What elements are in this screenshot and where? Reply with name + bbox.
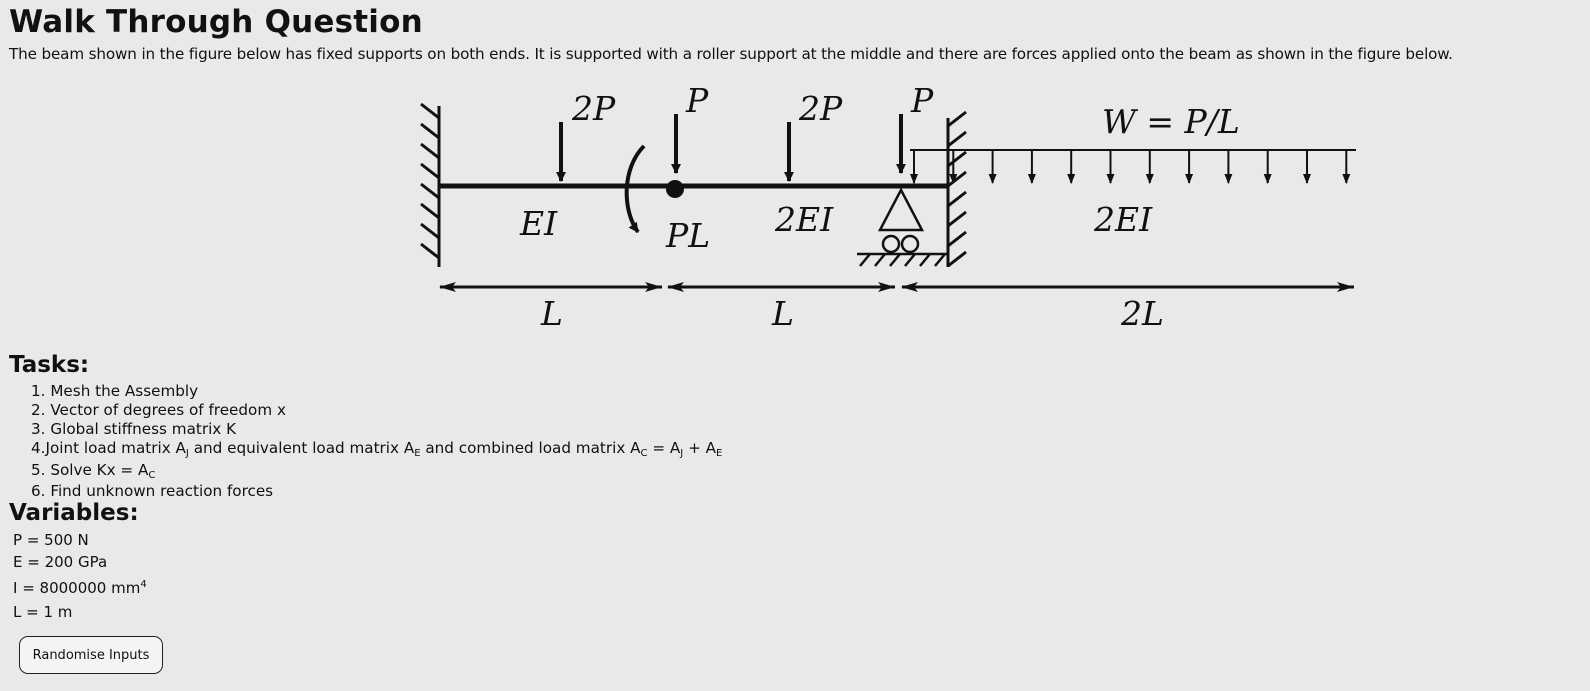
length-label-3: 2L — [1121, 294, 1164, 333]
randomise-inputs-button[interactable]: Randomise Inputs — [19, 636, 163, 674]
list-item — [31, 438, 722, 458]
subscript: J — [185, 448, 189, 460]
beam-figure — [410, 80, 1240, 340]
task-number: 2. — [31, 400, 46, 419]
task-text: Joint load matrix A — [45, 439, 186, 458]
force-label-p-right: P — [911, 81, 934, 120]
task-text: Vector of degrees of freedom x — [50, 400, 286, 419]
task-text: + A — [683, 439, 717, 458]
stiffness-label-1: EI — [520, 204, 558, 243]
task-number: 4. — [31, 439, 46, 458]
subscript: E — [414, 448, 421, 460]
task-list — [31, 382, 722, 501]
variables-heading: Variables: — [9, 500, 139, 526]
task-text: = A — [647, 439, 681, 458]
distributed-load-label: W = P/L — [1102, 102, 1240, 141]
problem-description: The beam shown in the figure below has fixed supports on both ends. It is supported with a roller support at the middle and there are forces applied onto the beam as shown in the figure below. — [9, 45, 1453, 63]
list-item — [31, 382, 722, 401]
moment-arrow — [627, 146, 644, 232]
task-number: 3. — [31, 419, 46, 438]
task-number: 6. — [31, 482, 46, 501]
list-item — [31, 482, 722, 501]
task-text: and combined load matrix A — [420, 439, 641, 458]
task-text: Mesh the Assembly — [50, 382, 199, 400]
left-fixed-support — [421, 104, 439, 267]
subscript: J — [680, 448, 684, 460]
task-text: and equivalent load matrix A — [188, 439, 415, 458]
variable-l: L = 1 m — [13, 603, 73, 621]
hinge-joint — [666, 180, 684, 198]
variable-e: E = 200 GPa — [13, 553, 108, 571]
length-label-1: L — [541, 294, 563, 333]
task-number: 1. — [31, 382, 46, 400]
stiffness-label-2: 2EI — [775, 200, 834, 239]
exponent: 4 — [140, 579, 147, 590]
task-text: Find unknown reaction forces — [50, 482, 274, 501]
task-number: 5. — [31, 461, 46, 480]
subscript: C — [148, 470, 156, 482]
force-label-p-left: P — [686, 81, 709, 120]
variable-i — [13, 573, 147, 601]
variables-list — [13, 529, 147, 623]
list-item — [31, 420, 722, 439]
list-item — [31, 401, 722, 420]
tasks-heading: Tasks: — [9, 352, 90, 378]
moment-label: PL — [666, 216, 711, 255]
task-text: Global stiffness matrix K — [50, 419, 237, 438]
force-label-2p-mid: 2P — [799, 89, 843, 128]
variable-i-value: I = 8000000 mm — [13, 579, 141, 597]
subscript: C — [640, 448, 648, 460]
distributed-load-arrows — [914, 150, 1346, 183]
force-label-2p-left: 2P — [572, 89, 616, 128]
list-item — [31, 460, 722, 480]
page-title: Walk Through Question — [9, 4, 423, 40]
variable-p: P = 500 N — [13, 531, 89, 549]
roller-support — [857, 190, 948, 266]
subscript: E — [716, 448, 723, 460]
stiffness-label-3: 2EI — [1094, 200, 1153, 239]
task-text: Solve Kx = A — [50, 461, 149, 480]
length-label-2: L — [772, 294, 794, 333]
